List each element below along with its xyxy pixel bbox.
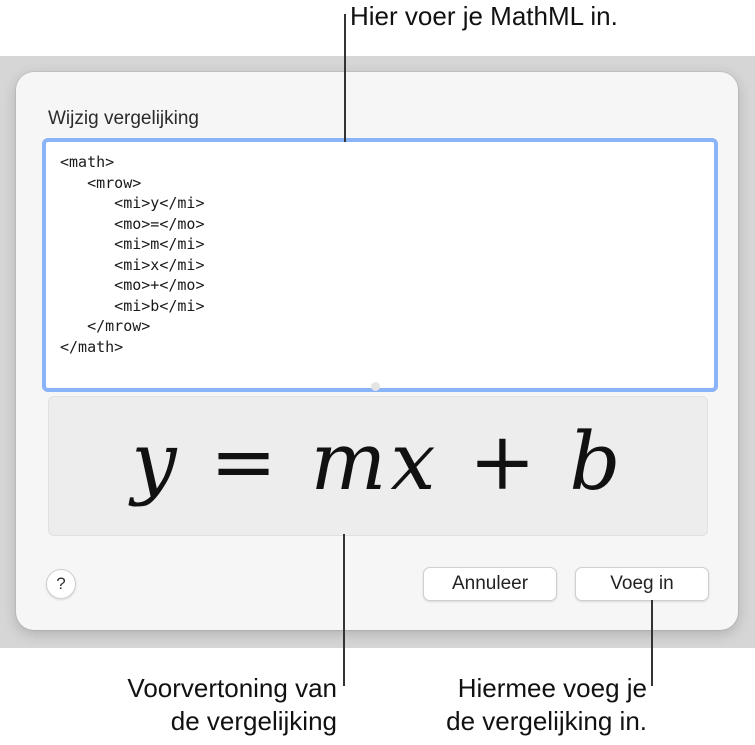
callout-preview-line1: Voorvertoning van — [127, 673, 337, 703]
equation-preview — [48, 396, 708, 536]
callout-insert-line2: de vergelijking in. — [446, 706, 647, 736]
insert-button[interactable]: Voeg in — [575, 567, 709, 601]
code-line: <mi>b</mi> — [60, 296, 205, 315]
code-line: <mo>=</mo> — [60, 214, 205, 233]
callout-insert-line1: Hiermee voeg je — [457, 673, 647, 703]
mathml-code — [60, 152, 205, 357]
code-line: <mi>y</mi> — [60, 194, 205, 212]
mathml-input[interactable] — [42, 138, 718, 392]
callout-line-insert — [651, 600, 653, 686]
callout-line-editor — [344, 14, 346, 142]
code-line: </mrow> — [60, 317, 151, 335]
help-button[interactable]: ? — [46, 569, 76, 599]
callout-editor: Hier voer je MathML in. — [350, 1, 618, 31]
preview-equation: y = mx + b — [131, 415, 625, 508]
callout-line-preview — [343, 534, 345, 686]
code-line: <mi>m</mi> — [60, 235, 205, 253]
resize-handle[interactable] — [371, 382, 380, 391]
dialog-title: Wijzig vergelijking — [48, 108, 199, 129]
code-line: <mrow> — [60, 173, 142, 192]
callout-preview-line2: de vergelijking — [170, 706, 337, 736]
edit-equation-dialog — [16, 72, 738, 630]
code-line: <mi>x</mi> — [60, 255, 205, 274]
code-line: <math> — [60, 153, 115, 171]
code-line: <mo>+</mo> — [60, 276, 205, 294]
cancel-button[interactable]: Annuleer — [423, 567, 557, 601]
code-line: </math> — [60, 337, 124, 356]
